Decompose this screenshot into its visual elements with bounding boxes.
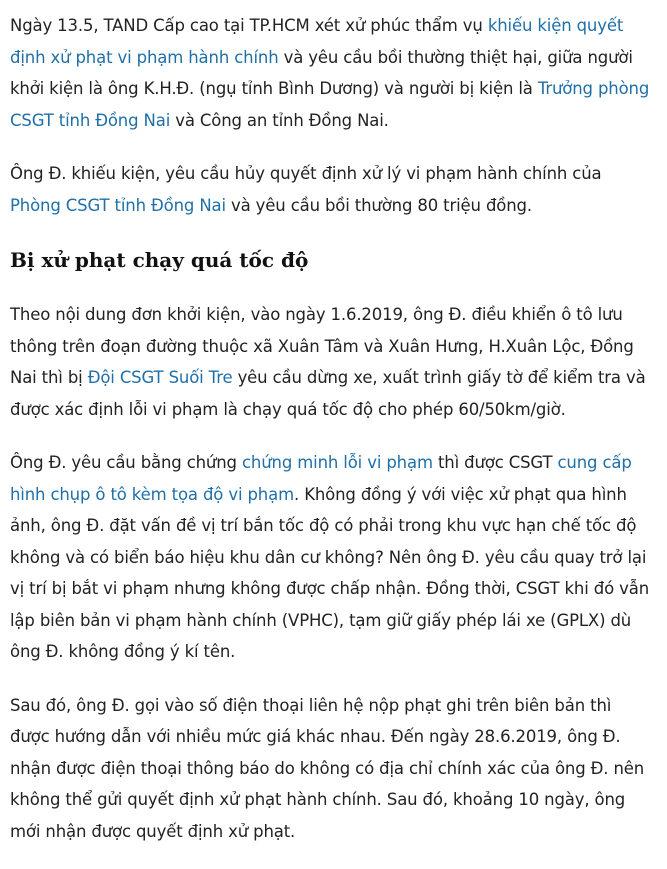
paragraph-text: Theo nội dung đơn khởi kiện, vào ngày 1.6.2019, ông Đ. điều khiển ô tô lưu thông trên đoạn đường thuộc xã Xuân Tâm và Xuân Hưng, H.Xuân Lộc, Đồng Nai thì bị: [10, 305, 634, 387]
link-chung-minh-loi[interactable]: chứng minh lỗi vi phạm: [241, 453, 433, 472]
paragraph-3: [10, 299, 650, 425]
article-body: [10, 10, 650, 869]
paragraph-1: [10, 10, 650, 136]
paragraph-text: Ông Đ. khiếu kiện, yêu cầu hủy quyết định xử lý vi phạm hành chính của: [10, 164, 602, 183]
paragraph-text: yêu cầu dừng xe, xuất trình giấy tờ để kiểm tra và được xác định lỗi vi phạm là chạy quá tốc độ cho phép 60/50km/giờ.: [10, 368, 646, 419]
paragraph-text: thì được CSGT: [432, 453, 558, 472]
paragraph-text: và yêu cầu bồi thường 80 triệu đồng.: [225, 195, 532, 215]
paragraph-text: và Công an tỉnh Đồng Nai.: [170, 110, 389, 130]
paragraph-text: Ông Đ. yêu cầu bằng chứng: [10, 453, 242, 472]
paragraph-text: Sau đó, ông Đ. gọi vào số điện thoại liên hệ nộp phạt ghi trên biên bản thì được hướng dẫn với nhiều mức giá khác nhau. Đến ngày 28.6.2019, ông Đ. nhận được điện thoại thông báo do không có địa chỉ chính xác của ông Đ. nên không thể gửi quyết định xử phạt hành chính. Sau đó, khoảng 10 ngày, ông mới nhận được quyết định xử phạt.: [10, 695, 645, 841]
link-doi-csgt-suoi-tre[interactable]: Đội CSGT Suối Tre: [87, 368, 233, 387]
paragraph-text: . Không đồng ý với việc xử phạt qua hình ảnh, ông Đ. đặt vấn đề vị trí bắn tốc độ có phải trong khu vực hạn chế tốc độ không và có biển báo hiệu khu dân cư không? Nên ông Đ. yêu cầu quay trở lại vị trí bị bắt vi phạm nhưng không được chấp nhận. Đồng thời, CSGT khi đó vẫn lập biên bản vi phạm hành chính (VPHC), tạm giữ giấy phép lái xe (GPLX) dù ông Đ. không đồng ý kí tên.: [10, 484, 649, 661]
link-khieu-kien[interactable]: khiếu kiện quyết định xử phạt vi phạm hành chính: [10, 16, 624, 67]
paragraph-text: Ngày 13.5, TAND Cấp cao tại TP.HCM xét xử phúc thẩm vụ: [10, 16, 488, 35]
link-truong-phong-csgt[interactable]: Trưởng phòng CSGT tỉnh Đồng Nai: [10, 79, 650, 130]
paragraph-2: [10, 158, 650, 221]
paragraph-5: [10, 690, 650, 848]
link-cung-cap-hinh-chup[interactable]: cung cấp hình chụp ô tô kèm tọa độ vi phạm: [10, 453, 632, 504]
paragraph-4: [10, 447, 650, 668]
link-phong-csgt[interactable]: Phòng CSGT tỉnh Đồng Nai: [10, 195, 226, 215]
paragraph-text: và yêu cầu bồi thường thiệt hại, giữa người khởi kiện là ông K.H.Đ. (ngụ tỉnh Bình Dương) và người bị kiện là: [10, 47, 633, 98]
section-heading: Bị xử phạt chạy quá tốc độ: [10, 248, 309, 272]
